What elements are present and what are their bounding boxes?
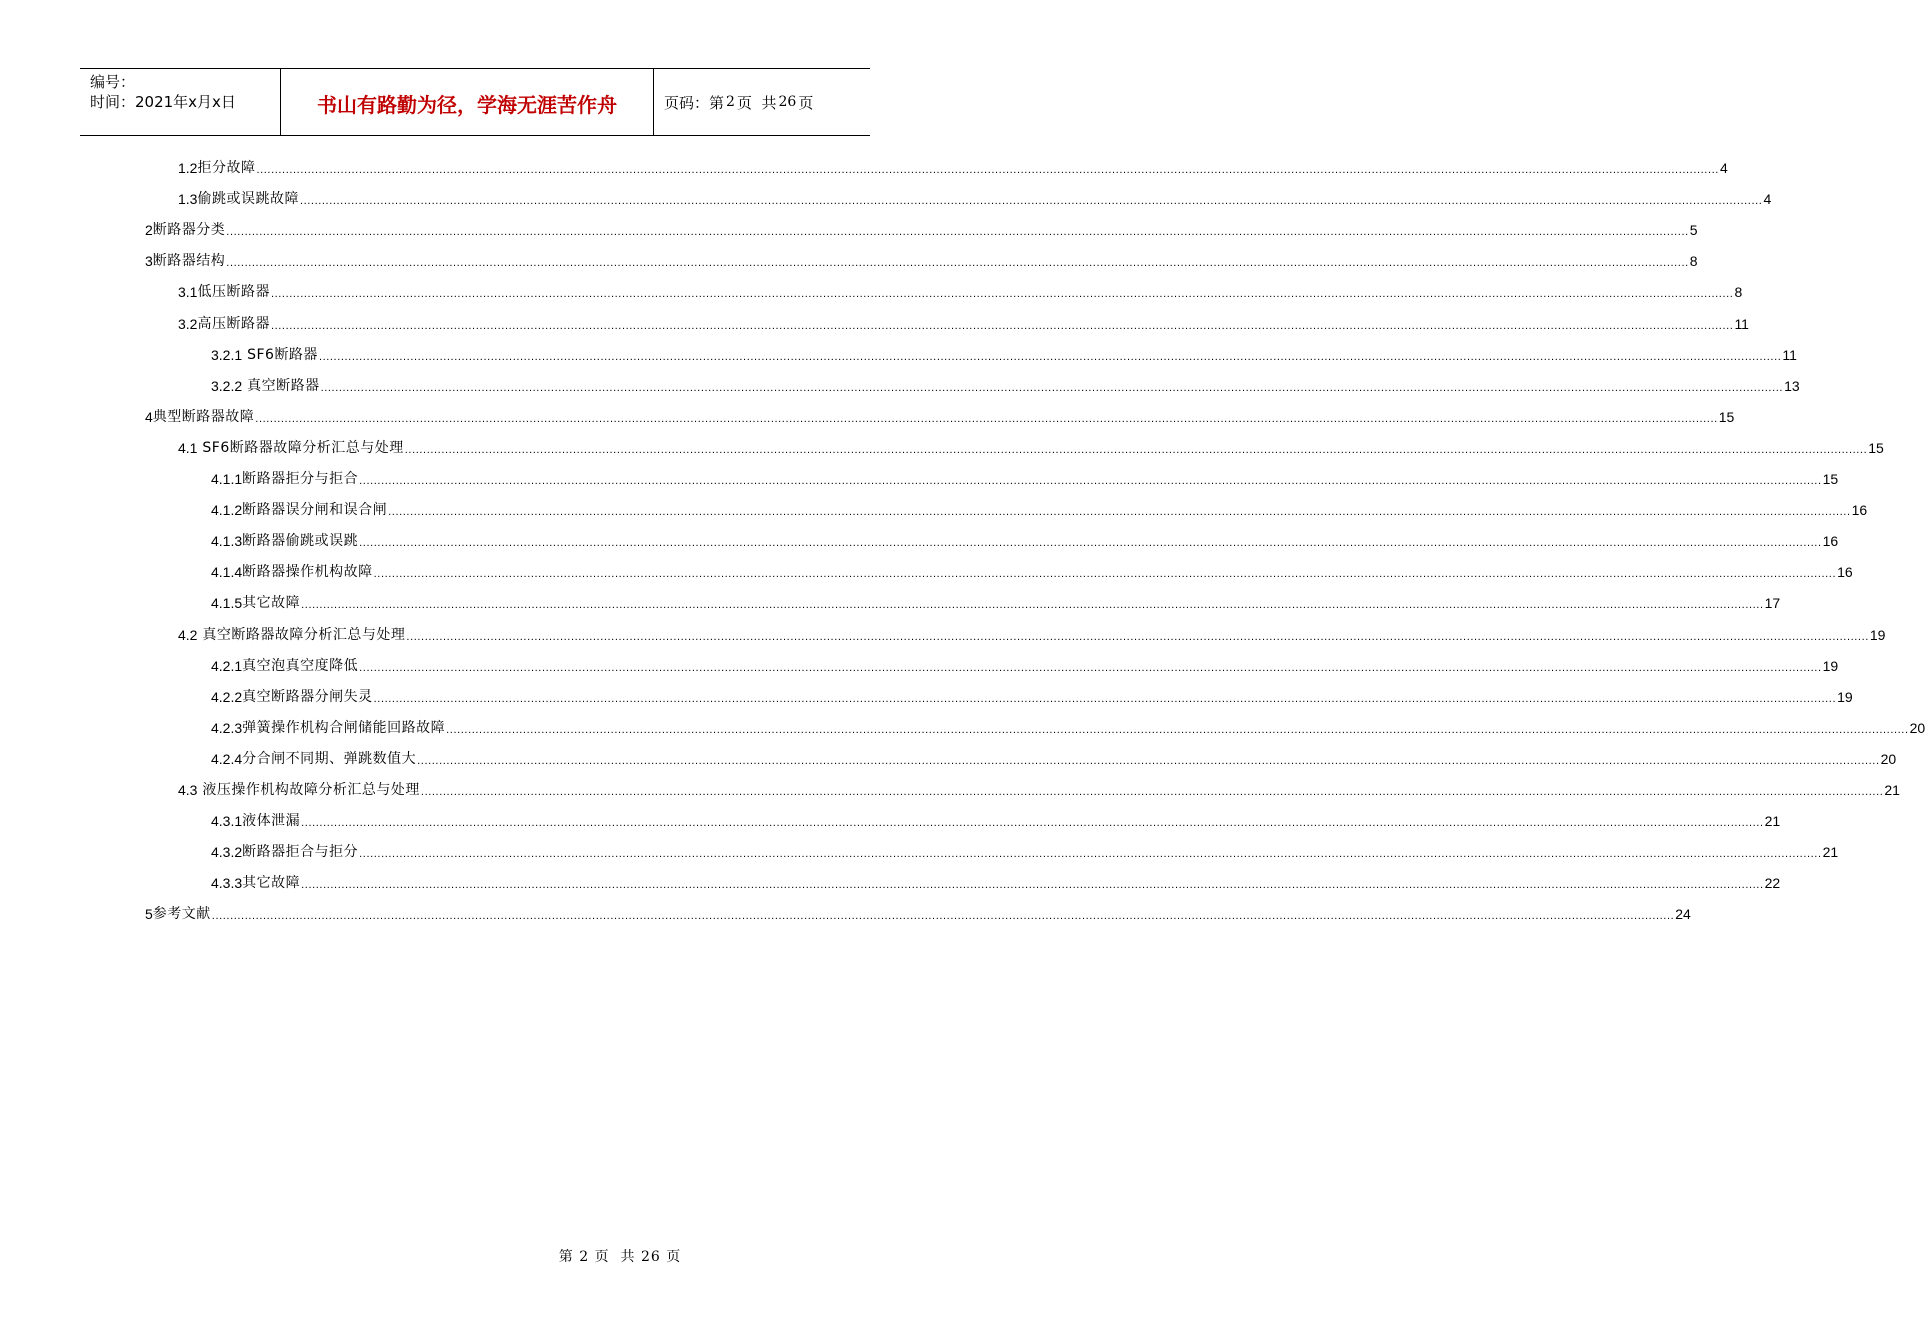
toc-entry[interactable] <box>145 902 1691 924</box>
toc-entry-page: 5 <box>1689 222 1698 239</box>
toc-entry[interactable] <box>211 560 1853 582</box>
toc-entry-title: 低压断路器 <box>197 284 270 301</box>
toc-entry-number: 4.3 <box>178 782 198 798</box>
toc-entry-number: 4.3.1 <box>211 813 243 830</box>
toc-entry-number: 3.2.2 <box>211 377 243 394</box>
toc-entry-page: 11 <box>1782 346 1797 363</box>
toc-entry-number: 1.3 <box>178 191 198 208</box>
toc-entry[interactable] <box>211 809 1781 831</box>
toc-entry-title: 断路器偷跳或误跳 <box>242 533 359 550</box>
toc-entry-number: 4.1.2 <box>211 502 243 519</box>
toc-entry-number: 4.1.3 <box>211 533 243 550</box>
toc-leader-dots: ................................................................................................................................................................................................................................................................................................................................................................................................................ <box>359 537 1822 550</box>
toc-leader-dots: ................................................................................................................................................................................................................................................................................................................................................................................................................ <box>226 226 1689 239</box>
toc-entry[interactable] <box>211 747 1897 769</box>
header-motto: 书山有路勤为径，学海无涯苦作舟 <box>281 69 654 135</box>
document-number-label: 编号： <box>90 73 136 91</box>
toc-entry-page: 8 <box>1689 253 1698 270</box>
toc-entry[interactable] <box>178 280 1743 302</box>
toc-entry-page: 16 <box>1837 564 1853 581</box>
toc-entry-number: 4.2.1 <box>211 657 243 674</box>
header-page-total: 26 <box>778 94 797 110</box>
toc-entry-number: 5 <box>145 906 153 923</box>
toc-entry-title: 参考文献 <box>152 906 211 923</box>
toc-entry-number: 3.2.1 <box>211 346 243 363</box>
toc-leader-dots: ................................................................................................................................................................................................................................................................................................................................................................................................................ <box>446 723 1909 736</box>
toc-leader-dots: ................................................................................................................................................................................................................................................................................................................................................................................................................ <box>318 350 1782 363</box>
toc-entry-page: 11 <box>1734 315 1749 332</box>
toc-entry-number: 4.2.4 <box>211 750 243 767</box>
toc-entry-number: 4.1 <box>178 439 198 456</box>
toc-entry[interactable] <box>145 218 1698 240</box>
toc-entry-title: 偷跳或误跳故障 <box>197 191 299 208</box>
toc-entry-title: 断路器拒合与拒分 <box>242 844 359 861</box>
toc-entry[interactable] <box>211 374 1800 396</box>
toc-entry-page: 16 <box>1851 502 1868 519</box>
toc-entry-page: 15 <box>1718 408 1735 425</box>
toc-leader-dots: ................................................................................................................................................................................................................................................................................................................................................................................................................ <box>301 879 1764 892</box>
toc-entry-number: 4.1.4 <box>211 564 243 581</box>
toc-entry-title: 断路器拒分与拒合 <box>242 471 359 487</box>
toc-entry-page: 21 <box>1764 813 1781 830</box>
toc-leader-dots: ................................................................................................................................................................................................................................................................................................................................................................................................................ <box>359 475 1822 487</box>
toc-leader-dots: ................................................................................................................................................................................................................................................................................................................................................................................................................ <box>373 692 1837 705</box>
toc-entry-page: 19 <box>1837 688 1853 705</box>
toc-entry[interactable] <box>211 654 1839 676</box>
toc-leader-dots: ................................................................................................................................................................................................................................................................................................................................................................................................................ <box>255 412 1718 425</box>
toc-entry[interactable] <box>178 436 1884 458</box>
toc-entry-page: 24 <box>1675 906 1691 923</box>
toc-entry-number: 4.3.2 <box>211 844 243 861</box>
header-meta-cell <box>80 69 281 135</box>
toc-entry[interactable] <box>145 405 1735 427</box>
header-page-indicator <box>654 69 870 135</box>
toc-entry-title: 弹簧操作机构合闸储能回路故障 <box>242 719 446 736</box>
toc-entry-number: 3.1 <box>178 284 198 301</box>
footer-page-prefix: 第 <box>558 1249 574 1265</box>
toc-entry[interactable] <box>178 778 1900 800</box>
toc-entry[interactable] <box>211 529 1839 551</box>
footer-page-current: 2 <box>579 1249 590 1265</box>
header-page-current: 2 <box>726 94 735 110</box>
toc-leader-dots: ................................................................................................................................................................................................................................................................................................................................................................................................................ <box>256 164 1719 176</box>
toc-leader-dots: ................................................................................................................................................................................................................................................................................................................................................................................................................ <box>373 568 1837 581</box>
toc-leader-dots: ................................................................................................................................................................................................................................................................................................................................................................................................................ <box>359 661 1822 674</box>
toc-leader-dots: ................................................................................................................................................................................................................................................................................................................................................................................................................ <box>299 195 1763 208</box>
toc-entry-title: 真空断路器故障分析汇总与处理 <box>197 626 406 643</box>
toc-entry-number: 4.1.5 <box>211 595 243 612</box>
toc-entry-title: SF6断路器 <box>242 346 318 363</box>
toc-entry-page: 20 <box>1909 719 1925 736</box>
document-time-label: 时间：2021年x月x日 <box>90 93 236 111</box>
toc-entry-number: 3.2 <box>178 315 198 332</box>
toc-entry[interactable] <box>211 716 1925 738</box>
toc-entry-page: 15 <box>1822 471 1839 487</box>
toc-entry[interactable] <box>178 187 1772 209</box>
toc-entry[interactable] <box>211 871 1781 893</box>
toc-entry-title: 分合闸不同期、弹跳数值大 <box>242 750 417 767</box>
toc-entry-title: 拒分故障 <box>197 160 256 176</box>
toc-entry-number: 4.3.3 <box>211 875 243 892</box>
toc-entry-page: 20 <box>1880 750 1897 767</box>
toc-leader-dots: ................................................................................................................................................................................................................................................................................................................................................................................................................ <box>226 257 1689 270</box>
toc-entry-title: 液压操作机构故障分析汇总与处理 <box>197 782 420 798</box>
toc-entry-number: 4 <box>145 408 153 425</box>
toc-leader-dots: ................................................................................................................................................................................................................................................................................................................................................................................................................ <box>211 910 1675 923</box>
toc-entry[interactable] <box>211 498 1868 520</box>
toc-leader-dots: ................................................................................................................................................................................................................................................................................................................................................................................................................ <box>404 443 1868 456</box>
header-page-prefix: 页码：第 <box>664 93 725 112</box>
page-header <box>80 68 870 136</box>
toc-entry[interactable] <box>178 156 1728 178</box>
toc-entry-title: 断路器分类 <box>152 222 226 239</box>
toc-leader-dots: ................................................................................................................................................................................................................................................................................................................................................................................................................ <box>270 319 1734 332</box>
toc-entry-page: 13 <box>1784 377 1800 394</box>
toc-leader-dots: ................................................................................................................................................................................................................................................................................................................................................................................................................ <box>406 630 1869 643</box>
toc-entry-title: SF6断路器故障分析汇总与处理 <box>197 439 404 456</box>
toc-entry-page: 4 <box>1719 160 1728 176</box>
toc-leader-dots: ................................................................................................................................................................................................................................................................................................................................................................................................................ <box>301 599 1764 612</box>
toc-entry-title: 真空泡真空度降低 <box>242 657 359 674</box>
toc-entry-title: 液体泄漏 <box>242 813 301 830</box>
toc-entry-page: 8 <box>1734 284 1743 301</box>
toc-entry-number: 4.2.2 <box>211 688 243 705</box>
toc-entry-title: 其它故障 <box>242 875 301 892</box>
toc-leader-dots: ................................................................................................................................................................................................................................................................................................................................................................................................................ <box>301 817 1764 830</box>
footer-page-total: 26 <box>640 1249 661 1265</box>
toc-entry-title: 其它故障 <box>242 595 301 612</box>
toc-leader-dots: ................................................................................................................................................................................................................................................................................................................................................................................................................ <box>270 288 1734 301</box>
toc-leader-dots: ................................................................................................................................................................................................................................................................................................................................................................................................................ <box>388 506 1851 519</box>
page-footer <box>0 1246 950 1266</box>
footer-page-mid: 页 共 <box>594 1249 636 1265</box>
toc-entry[interactable] <box>211 343 1797 365</box>
toc-entry-title: 断路器操作机构故障 <box>242 564 373 581</box>
toc-entry-page: 4 <box>1763 191 1772 208</box>
toc-entry-page: 17 <box>1764 595 1781 612</box>
toc-entry[interactable] <box>211 467 1839 489</box>
toc-entry-page: 16 <box>1822 533 1839 550</box>
toc-entry-page: 19 <box>1869 626 1886 643</box>
toc-leader-dots: ................................................................................................................................................................................................................................................................................................................................................................................................................ <box>359 848 1822 861</box>
toc-entry[interactable] <box>178 312 1749 334</box>
toc-entry-number: 2 <box>145 222 153 239</box>
toc-entry-number: 1.2 <box>178 160 198 176</box>
toc-entry[interactable] <box>211 685 1853 707</box>
toc-entry-number: 4.2.3 <box>211 719 243 736</box>
toc-entry-number: 3 <box>145 253 153 270</box>
toc-entry-page: 22 <box>1764 875 1781 892</box>
header-page-suffix: 页 <box>798 93 814 112</box>
toc-entry-number: 4.1.1 <box>211 471 243 487</box>
toc-entry-title: 断路器误分闸和误合闸 <box>242 502 388 519</box>
toc-entry-page: 15 <box>1868 439 1884 456</box>
toc-entry[interactable] <box>211 840 1839 862</box>
toc-entry-title: 高压断路器 <box>197 315 270 332</box>
toc-entry-title: 真空断路器 <box>242 377 320 394</box>
toc-entry-page: 19 <box>1822 657 1839 674</box>
toc-leader-dots: ................................................................................................................................................................................................................................................................................................................................................................................................................ <box>420 786 1884 798</box>
toc-entry-title: 典型断路器故障 <box>152 408 255 425</box>
toc-leader-dots: ................................................................................................................................................................................................................................................................................................................................................................................................................ <box>417 754 1880 767</box>
toc-entry-page: 21 <box>1822 844 1839 861</box>
toc-entry-title: 断路器结构 <box>152 253 226 270</box>
toc-leader-dots: ................................................................................................................................................................................................................................................................................................................................................................................................................ <box>320 381 1784 394</box>
toc-entry[interactable] <box>145 249 1698 271</box>
toc-entry-number: 4.2 <box>178 626 198 643</box>
toc-entry-page: 21 <box>1884 782 1900 798</box>
toc-entry-title: 真空断路器分闸失灵 <box>242 688 373 705</box>
header-page-mid: 页 共 <box>736 93 777 112</box>
footer-page-suffix: 页 <box>666 1249 682 1265</box>
toc-entry[interactable] <box>211 591 1781 613</box>
toc-entry[interactable] <box>178 623 1886 645</box>
